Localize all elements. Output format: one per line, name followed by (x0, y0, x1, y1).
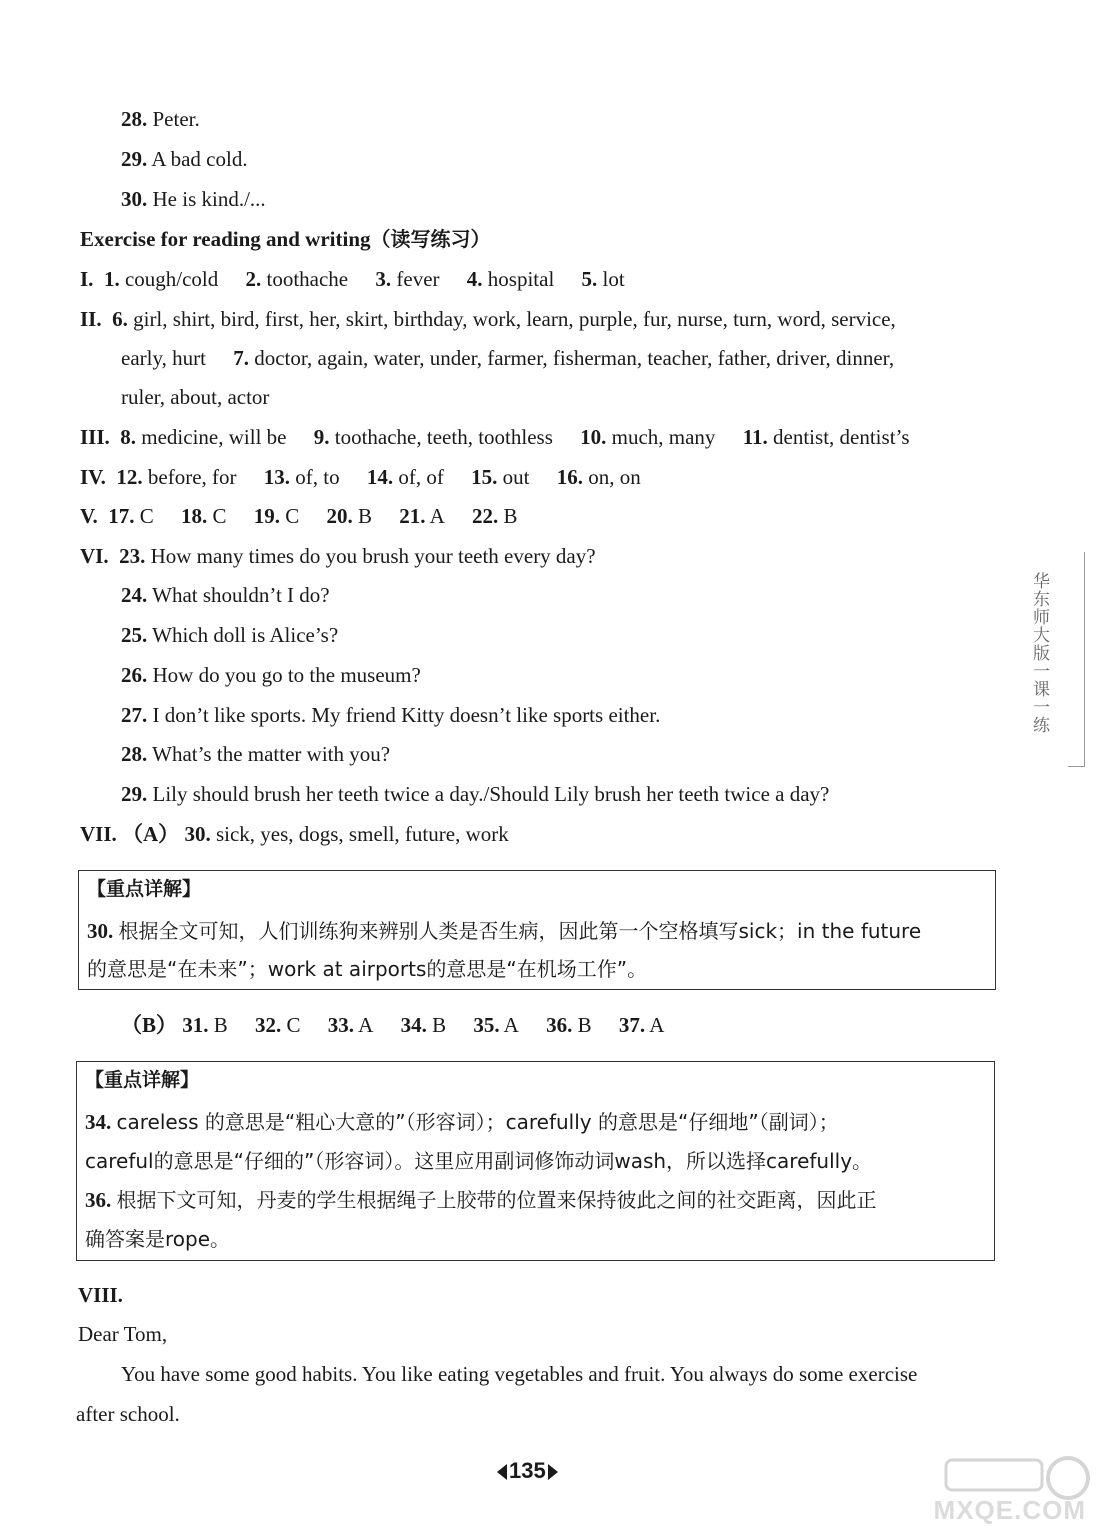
question-IV: IV. 12. before, for 13. of, to 14. of, of 15. out 16. on, on (80, 465, 641, 489)
question-VII-A: VII. （A） 30. sick, yes, dogs, smell, future, work (80, 822, 509, 846)
explanation-line: careful的意思是“仔细的”（形容词）。这里应用副词修饰动词wash，所以选择carefully。 (85, 1149, 873, 1173)
sidebar-book-title: 华东师大版一课一练 (1029, 572, 1049, 734)
question-II-line3: ruler, about, actor (121, 385, 270, 409)
answer-28: 28. Peter. (121, 107, 200, 131)
explanation-heading: 【重点详解】 (87, 878, 202, 900)
question-III: III. 8. medicine, will be 9. toothache, teeth, toothless 10. much, many 11. dentist, dentist’s (80, 425, 910, 449)
explanation-line: 确答案是rope。 (85, 1227, 231, 1251)
letter-line: after school. (76, 1402, 180, 1426)
question-II-line1: II. 6. girl, shirt, bird, first, her, skirt, birthday, work, learn, purple, fur, nurse, turn, word, service, (80, 307, 896, 331)
question-VI-23: VI. 23. How many times do you brush your teeth every day? (80, 544, 596, 568)
question-II-line2: early, hurt 7. doctor, again, water, under, farmer, fisherman, teacher, father, driver, dinner, (121, 346, 895, 370)
question-I: I. 1. cough/cold 2. toothache 3. fever 4. hospital 5. lot (80, 267, 625, 291)
page-number: 135 (497, 1458, 558, 1484)
answer-30: 30. He is kind./... (121, 187, 266, 211)
explanation-line: 的意思是“在未来”；work at airports的意思是“在机场工作”。 (87, 957, 648, 981)
letter-greeting: Dear Tom, (78, 1322, 168, 1346)
answer-29: 29. A bad cold. (121, 147, 248, 171)
question-VI-24: 24. What shouldn’t I do? (121, 583, 330, 607)
question-VI-28: 28. What’s the matter with you? (121, 742, 391, 766)
explanation-line: 34. careless 的意思是“粗心大意的”（形容词）；carefully 的意思是“仔细地”（副词）； (85, 1110, 839, 1134)
explanation-box-2 (76, 1061, 995, 1261)
right-arrow-icon (548, 1464, 558, 1480)
question-VI-25: 25. Which doll is Alice’s? (121, 623, 339, 647)
explanation-line: 36. 根据下文可知，丹麦的学生根据绳子上胶带的位置来保持彼此之间的社交距离，因此正 (85, 1188, 877, 1212)
explanation-box-1 (78, 870, 996, 990)
explanation-heading: 【重点详解】 (85, 1069, 200, 1091)
left-arrow-icon (497, 1464, 507, 1480)
question-VIII: VIII. (78, 1283, 123, 1307)
question-VI-29: 29. Lily should brush her teeth twice a day./Should Lily brush her teeth twice a day? (121, 782, 830, 806)
question-VI-27: 27. I don’t like sports. My friend Kitty doesn’t like sports either. (121, 703, 661, 727)
letter-line: You have some good habits. You like eating vegetables and fruit. You always do some exercise (121, 1362, 918, 1386)
question-V: V. 17. C 18. C 19. C 20. B 21. A 22. B (80, 504, 518, 528)
question-VI-26: 26. How do you go to the museum? (121, 663, 421, 687)
section-title: Exercise for reading and writing（读写练习） (80, 227, 491, 251)
question-VII-B: （B） 31. B 32. C 33. A 34. B 35. A 36. B 37. A (121, 1013, 665, 1037)
watermark-text: MXQE.COM (933, 1495, 1086, 1525)
explanation-line: 30. 根据全文可知，人们训练狗来辨别人类是否生病，因此第一个空格填写sick；in the future (87, 919, 922, 943)
sidebar-rule (1068, 552, 1085, 767)
watermark-logo (926, 1452, 1096, 1532)
